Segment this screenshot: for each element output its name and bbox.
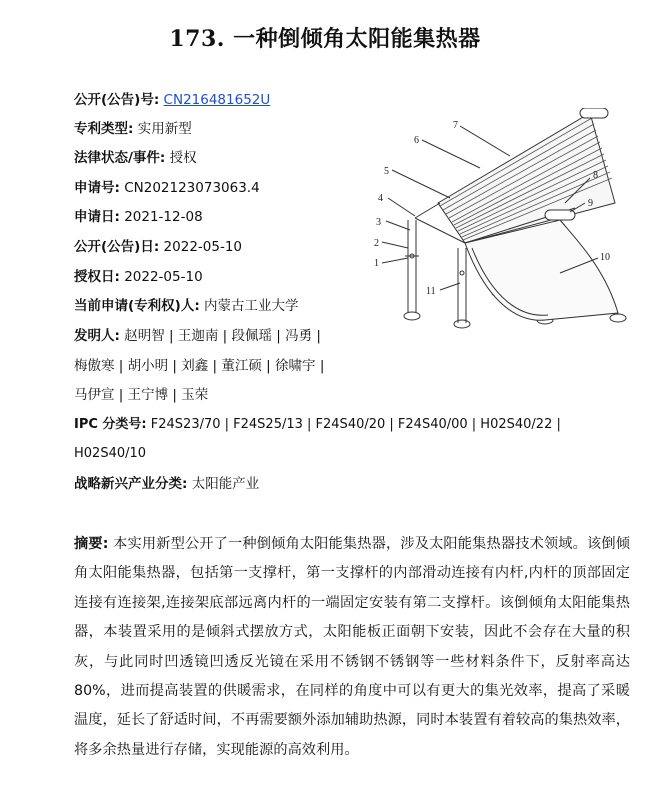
figure-label: 7 bbox=[453, 120, 458, 131]
field-app-date bbox=[74, 207, 203, 227]
abstract-text: 本实用新型公开了一种倒倾角太阳能集热器，涉及太阳能集热器技术领域。该倒倾角太阳能集热器，包括第一支撑杆，第一支撑杆的内部滑动连接有内杆,内杆的顶部固定连接有连接架,连接架底部远离内杆的一端固定安装有第二支撑杆。该倒倾角太阳能集热器，本装置采用的是倾斜式摆放方式，太阳能板正面朝下安装，因此不会存在大量的积灰，与此同时凹透镜凹透反光镜在采用不锈钢不锈钢等一些材料条件下，反射率高达 80%，进而提高装置的供暖需求，在同样的角度中可以有更大的集光效率，提高了采暖温度，延长了舒适时间，不再需要额外添加辅助热源，同时本装置有着较高的集热效率，将多余热量进行存储，实现能源的高效利用。 bbox=[74, 536, 630, 758]
pub-no-link[interactable]: CN216481652U bbox=[163, 92, 271, 108]
abstract-label: 摘要: bbox=[74, 536, 109, 552]
field-label: 公开(公告)号: bbox=[74, 92, 160, 108]
field-value: 授权 bbox=[169, 150, 197, 166]
page-title: 173. 一种倒倾角太阳能集热器 bbox=[169, 26, 481, 52]
patent-drawing bbox=[360, 108, 635, 338]
figure-label: 9 bbox=[588, 198, 593, 209]
field-ipc-line2 bbox=[74, 444, 146, 464]
figure-label: 2 bbox=[374, 238, 379, 249]
field-label: 战略新兴产业分类: bbox=[74, 476, 188, 492]
figure-label: 4 bbox=[378, 193, 383, 204]
abstract bbox=[74, 530, 630, 765]
field-value: 2022-05-10 bbox=[124, 269, 203, 285]
field-label: 法律状态/事件: bbox=[74, 150, 166, 166]
field-label: 专利类型: bbox=[74, 121, 134, 137]
field-industry bbox=[74, 474, 259, 494]
field-value: F24S23/70 | F24S25/13 | F24S40/20 | F24S40/00 | H02S40/22 | bbox=[150, 417, 561, 432]
field-value: H02S40/10 bbox=[74, 446, 147, 461]
field-label: 申请日: bbox=[74, 209, 120, 225]
field-value: 内蒙古工业大学 bbox=[204, 298, 299, 314]
field-pub-no bbox=[74, 90, 270, 110]
figure-label: 3 bbox=[376, 217, 381, 228]
field-label: IPC 分类号: bbox=[74, 417, 147, 432]
field-label: 当前申请(专利权)人: bbox=[74, 298, 200, 314]
field-inventors-line2 bbox=[74, 356, 324, 376]
figure-label: 5 bbox=[384, 166, 389, 177]
field-value: 梅傲寒 | 胡小明 | 刘鑫 | 董江硕 | 徐啸宇 | bbox=[74, 358, 325, 374]
field-inventors-line3 bbox=[74, 385, 208, 405]
field-ipc bbox=[74, 415, 561, 435]
field-patent-type bbox=[74, 119, 192, 139]
figure-label: 8 bbox=[593, 170, 598, 181]
field-app-no bbox=[74, 178, 260, 198]
field-value: 实用新型 bbox=[137, 121, 192, 137]
figure-label: 10 bbox=[600, 252, 610, 263]
figure-label: 6 bbox=[414, 135, 419, 146]
figure-label: 1 bbox=[374, 258, 379, 269]
field-value: CN202123073063.4 bbox=[124, 180, 260, 196]
field-grant-date bbox=[74, 267, 203, 287]
field-label: 发明人: bbox=[74, 328, 120, 344]
field-pub-date bbox=[74, 237, 242, 257]
field-value: 2021-12-08 bbox=[124, 209, 203, 225]
field-label: 授权日: bbox=[74, 269, 120, 285]
field-value: 2022-05-10 bbox=[163, 239, 243, 255]
field-label: 公开(公告)日: bbox=[74, 239, 160, 255]
field-value: 赵明智 | 王迦南 | 段佩瑶 | 冯勇 | bbox=[124, 328, 321, 344]
field-value: 马伊宣 | 王宁博 | 玉荣 bbox=[74, 387, 209, 403]
field-label: 申请号: bbox=[74, 180, 120, 196]
field-inventors bbox=[74, 326, 321, 346]
field-value: 太阳能产业 bbox=[191, 476, 260, 492]
field-applicant bbox=[74, 296, 299, 316]
field-legal-status bbox=[74, 148, 197, 168]
figure-label: 11 bbox=[426, 286, 436, 297]
